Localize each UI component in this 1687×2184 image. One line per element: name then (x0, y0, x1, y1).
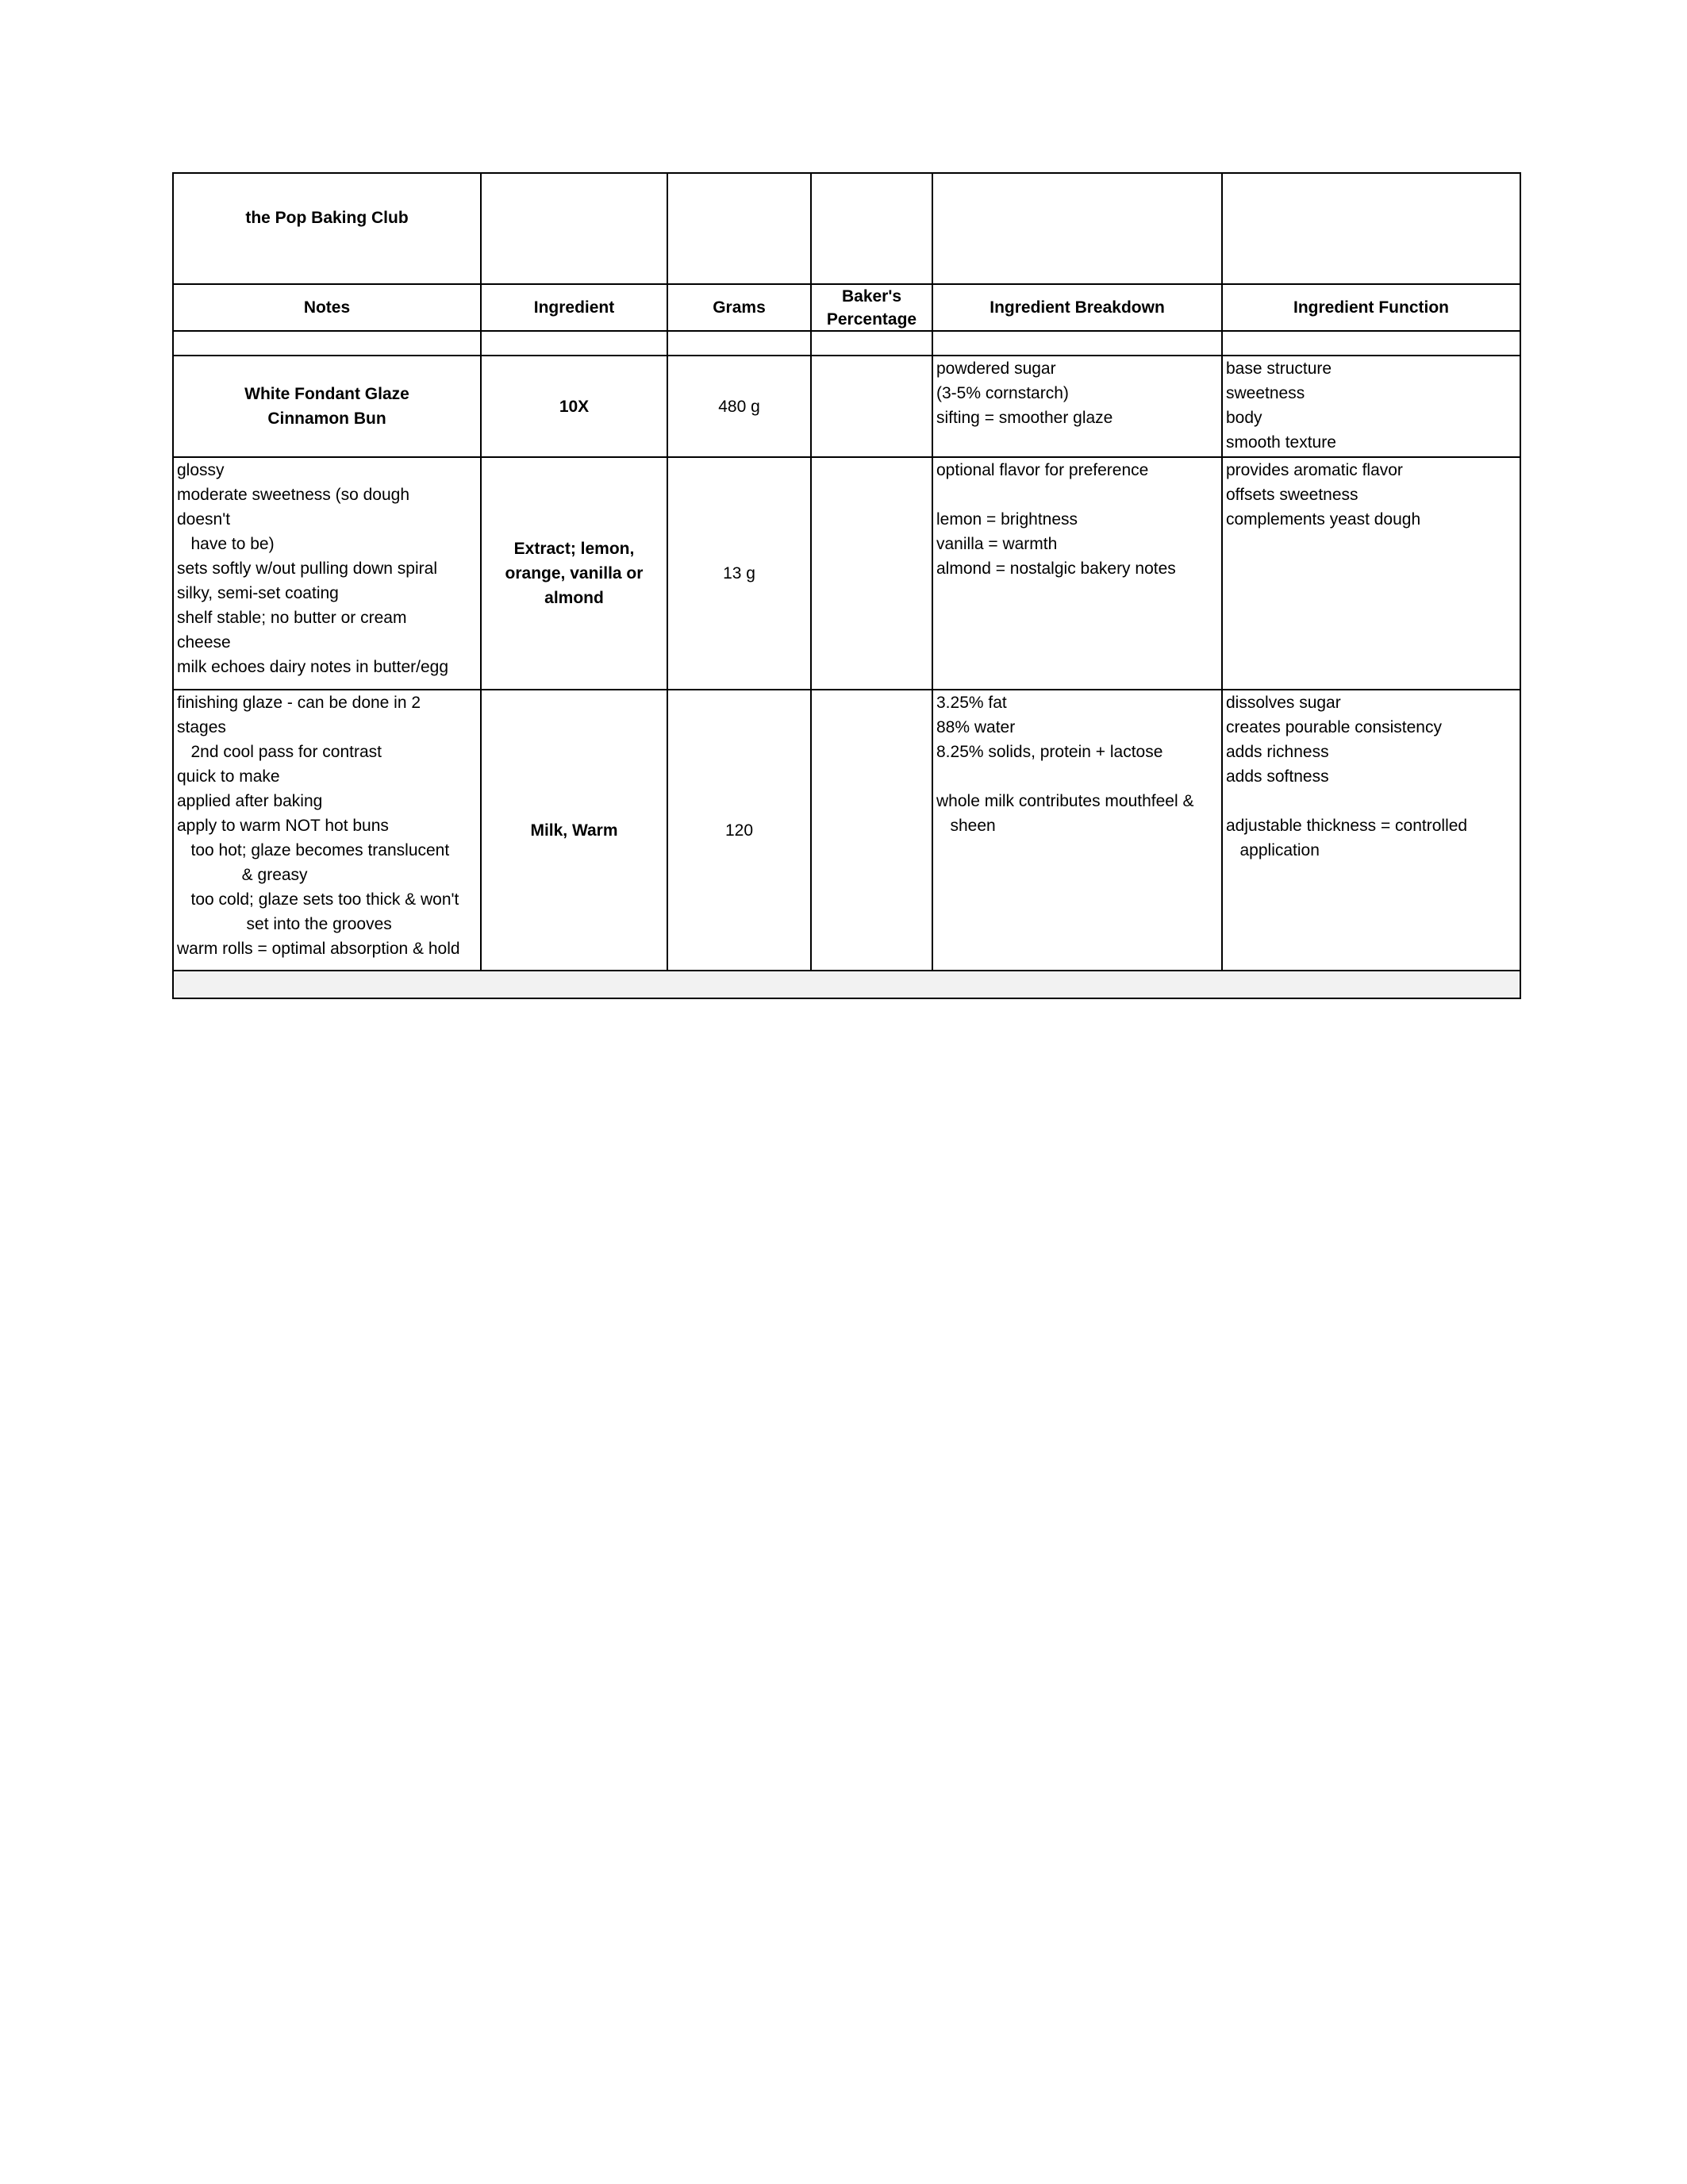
ingredient-cell: 10X (559, 397, 590, 416)
grams-cell: 13 g (723, 564, 755, 583)
notes-line: sets softly w/out pulling down spiral (177, 559, 437, 578)
breakdown-line: sifting = smoother glaze (936, 409, 1113, 427)
notes-cell (174, 458, 480, 689)
notes-line: cheese (177, 633, 231, 652)
notes-line: glossy (177, 461, 225, 479)
header-function: Ingredient Function (1293, 298, 1449, 317)
header-grams: Grams (713, 298, 766, 317)
notes-line: have to be) (177, 535, 275, 553)
grams-cell: 120 (724, 821, 754, 840)
breakdown-line: 88% water (936, 718, 1016, 736)
breakdown-line: optional flavor for preference (936, 461, 1149, 479)
function-cell (1223, 458, 1520, 689)
breakdown-line: almond = nostalgic bakery notes (936, 559, 1176, 578)
ingredient-cell: Milk, Warm (530, 821, 618, 840)
notes-line: apply to warm NOT hot buns (177, 817, 389, 835)
ingredient-line: orange, vanilla or (505, 564, 644, 583)
function-line: adds softness (1226, 767, 1329, 786)
function-line: dissolves sugar (1226, 694, 1341, 712)
row-divider (174, 330, 1520, 332)
function-line: adds richness (1226, 743, 1329, 761)
notes-title-line: White Fondant Glaze (244, 385, 409, 403)
function-line: offsets sweetness (1226, 486, 1358, 504)
breakdown-cell (933, 356, 1221, 456)
notes-line: moderate sweetness (so dough (177, 486, 410, 504)
breakdown-line: powdered sugar (936, 360, 1056, 378)
notes-title-line: Cinnamon Bun (267, 410, 386, 428)
breakdown-cell (933, 458, 1221, 689)
notes-line: too cold; glaze sets too thick & won't (177, 890, 459, 909)
function-line: sweetness (1226, 384, 1305, 402)
breakdown-line: 8.25% solids, protein + lactose (936, 743, 1163, 761)
notes-line: silky, semi-set coating (177, 584, 339, 602)
function-line: complements yeast dough (1226, 510, 1421, 529)
function-line: provides aromatic flavor (1226, 461, 1403, 479)
bakers-percentage-cell (812, 458, 932, 689)
header-breakdown: Ingredient Breakdown (990, 298, 1165, 317)
breakdown-cell (933, 690, 1221, 970)
header-ingredient: Ingredient (533, 298, 615, 317)
notes-line: quick to make (177, 767, 280, 786)
bakers-percentage-cell (812, 690, 932, 970)
breakdown-line (936, 483, 1221, 507)
notes-line: applied after baking (177, 792, 323, 810)
breakdown-line: (3-5% cornstarch) (936, 384, 1069, 402)
club-title: the Pop Baking Club (245, 208, 409, 227)
function-line: base structure (1226, 360, 1332, 378)
ingredient-line: almond (544, 589, 604, 607)
breakdown-line: 3.25% fat (936, 694, 1007, 712)
notes-line: shelf stable; no butter or cream (177, 609, 407, 627)
function-line: creates pourable consistency (1226, 718, 1442, 736)
notes-line: & greasy (177, 866, 308, 884)
function-line: body (1226, 409, 1262, 427)
header-notes: Notes (303, 298, 351, 317)
notes-line: too hot; glaze becomes translucent (177, 841, 450, 859)
notes-title (174, 356, 480, 456)
breakdown-line (936, 764, 1221, 789)
breakdown-line: lemon = brightness (936, 510, 1078, 529)
notes-line: 2nd cool pass for contrast (177, 743, 382, 761)
function-cell (1223, 690, 1520, 970)
header-bakers-percentage: Baker's Percentage (826, 286, 917, 329)
ingredient-cell (482, 458, 667, 689)
notes-line: warm rolls = optimal absorption & hold (177, 940, 460, 958)
function-line: smooth texture (1226, 433, 1336, 452)
breakdown-line: whole milk contributes mouthfeel & (936, 792, 1194, 810)
bakers-percentage-cell (812, 356, 932, 456)
grams-cell: 480 g (718, 397, 760, 416)
function-cell (1223, 356, 1520, 456)
notes-line: stages (177, 718, 226, 736)
breakdown-line: sheen (936, 817, 996, 835)
breakdown-line: vanilla = warmth (936, 535, 1058, 553)
notes-line: milk echoes dairy notes in butter/egg (177, 658, 449, 676)
notes-line: finishing glaze - can be done in 2 (177, 694, 421, 712)
notes-line: doesn't (177, 510, 231, 529)
footer-band (174, 971, 1520, 998)
function-line: adjustable thickness = controlled (1226, 817, 1468, 835)
ingredient-line: Extract; lemon, (513, 540, 635, 558)
notes-cell (174, 690, 480, 970)
notes-line: set into the grooves (177, 915, 392, 933)
recipe-table (172, 172, 1521, 999)
function-line: application (1226, 841, 1320, 859)
function-line (1226, 789, 1520, 813)
